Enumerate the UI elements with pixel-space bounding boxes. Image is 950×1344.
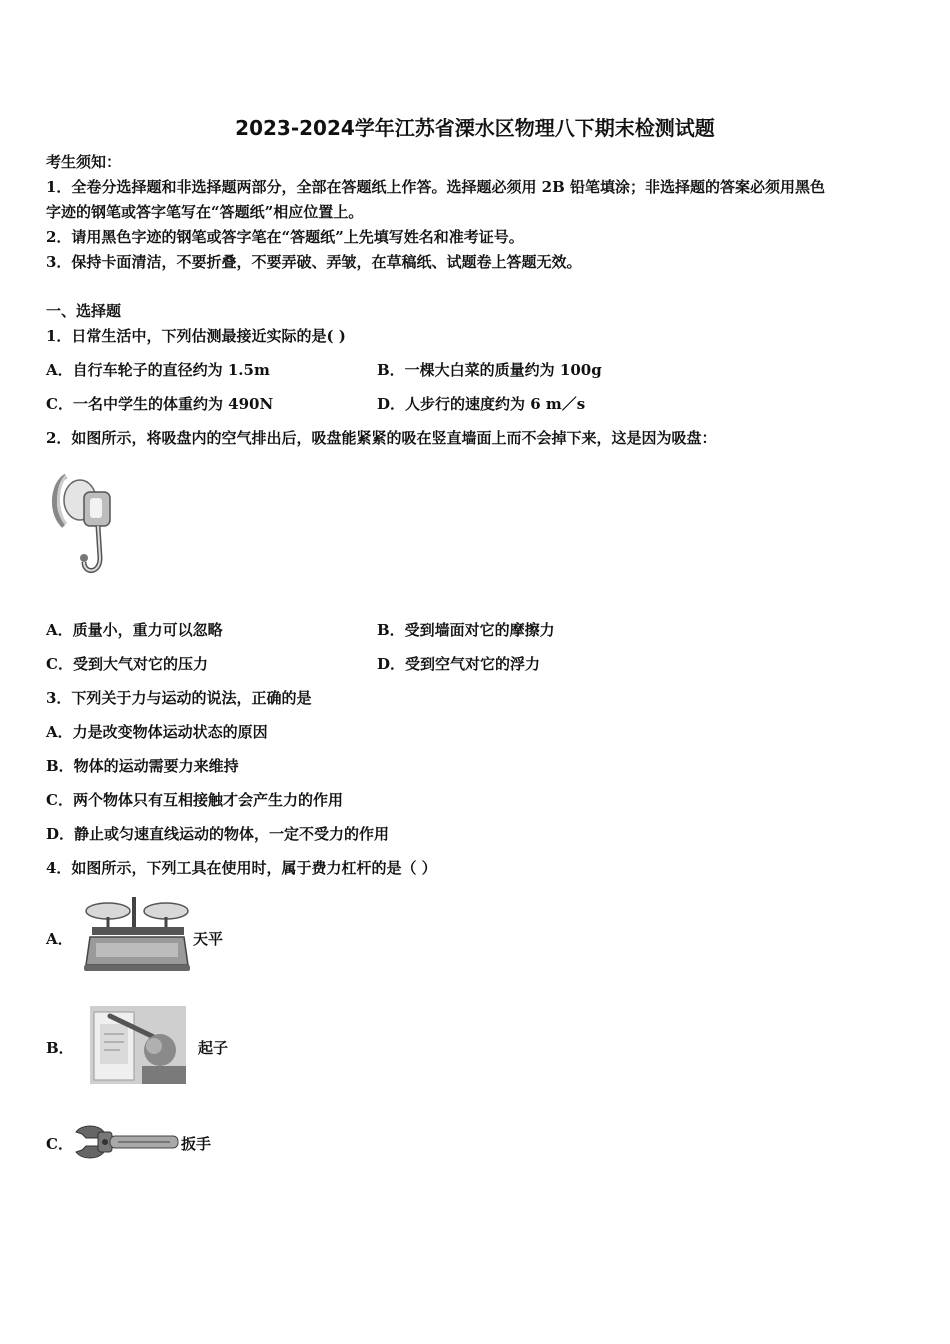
q3-option-b: B．物体的运动需要力来维持 [46,757,239,775]
notice-heading: 考生须知： [46,153,122,171]
q3-stem: 3．下列关于力与运动的说法，正确的是 [46,689,312,707]
q2-stem: 2．如图所示，将吸盘内的空气排出后，吸盘能紧紧的吸在竖直墙面上而不会掉下来，这是因为吸盘： [46,429,717,447]
q1-option-d: D．人步行的速度约为 6 m／s [377,395,586,413]
q1-stem: 1．日常生活中，下列估测最接近实际的是( ) [46,327,346,345]
q4-stem: 4．如图所示，下列工具在使用时，属于费力杠杆的是（ ） [46,859,437,877]
q2-option-c: C．受到大气对它的压力 [46,655,208,673]
q4-option-b-label: B． [46,1039,74,1057]
q4-option-a-label: A． [46,930,73,948]
q1-option-b: B．一棵大白菜的质量约为 100g [377,361,602,379]
section-heading: 一、选择题 [46,302,122,320]
notice-line-1a: 1．全卷分选择题和非选择题两部分，全部在答题纸上作答。选择题必须用 2B 铅笔填涂；非选择题的答案必须用黑色 [46,178,826,196]
q4-option-c-name: 扳手 [181,1135,212,1153]
q1-option-c: C．一名中学生的体重约为 490N [46,395,274,413]
q3-option-d: D．静止或匀速直线运动的物体，一定不受力的作用 [46,825,390,843]
q1-option-a: A．自行车轮子的直径约为 1.5m [46,361,270,379]
bottle-opener-figure [90,1006,186,1084]
q4-option-a-name: 天平 [193,930,224,948]
q4-option-b-name: 起子 [198,1039,229,1057]
q4-option-c-label: C． [46,1135,73,1153]
notice-line-2: 2．请用黑色字迹的钢笔或答字笔在“答题纸”上先填写姓名和准考证号。 [46,228,524,246]
q2-option-d: D．受到空气对它的浮力 [377,655,541,673]
suction-cup-hook-figure [46,470,118,582]
notice-line-1b: 字迹的钢笔或答字笔写在“答题纸”相应位置上。 [46,203,364,221]
q2-option-a: A．质量小，重力可以忽略 [46,621,223,639]
q2-option-b: B．受到墙面对它的摩擦力 [377,621,555,639]
page-title: 2023-2024学年江苏省溧水区物理八下期末检测试题 [235,116,715,140]
q3-option-a: A．力是改变物体运动状态的原因 [46,723,268,741]
wrench-figure [74,1124,180,1160]
notice-line-3: 3．保持卡面清洁，不要折叠，不要弄破、弄皱，在草稿纸、试题卷上答题无效。 [46,253,582,271]
q3-option-c: C．两个物体只有互相接触才会产生力的作用 [46,791,343,809]
balance-scale-figure [84,893,190,973]
